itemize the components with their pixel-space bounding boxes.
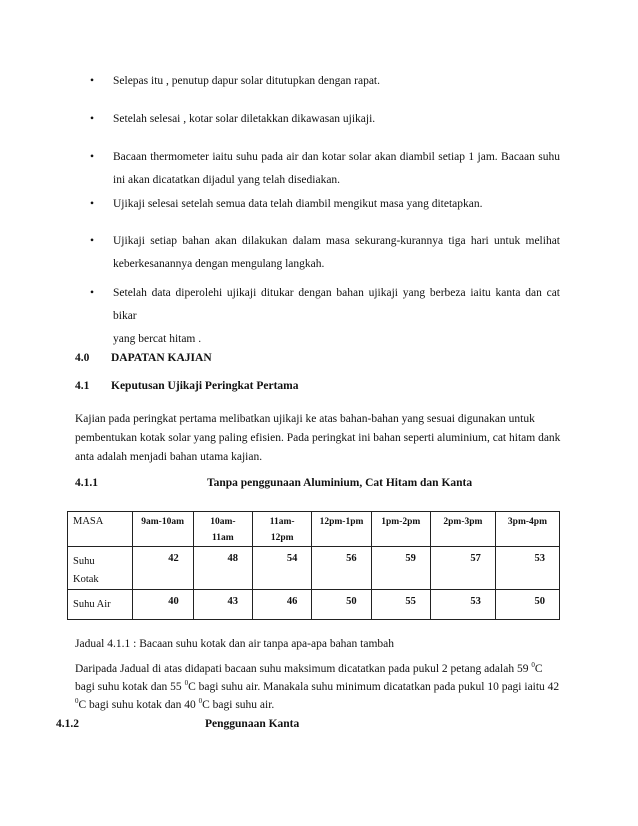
- bullet-dot-icon: •: [90, 198, 95, 210]
- header-text: 11am-: [269, 517, 295, 527]
- result-text: C bagi suhu air.: [202, 699, 275, 711]
- degree-mark: 0: [198, 697, 203, 705]
- header-text: MASA: [73, 516, 104, 527]
- header-text: 12pm: [270, 533, 294, 543]
- header-text: 3pm-4pm: [507, 517, 547, 527]
- degree-mark: 0: [184, 679, 189, 687]
- table-cell: 56: [312, 547, 371, 590]
- table-cell: 53: [430, 590, 495, 620]
- table-cell: 48: [193, 547, 252, 590]
- section-4-0-number: 4.0: [75, 352, 90, 364]
- bullet-dot-icon: •: [90, 151, 95, 163]
- table-cell: 43: [193, 590, 252, 620]
- table-header-cell: [68, 512, 133, 547]
- table-row: [68, 590, 560, 620]
- table-header-cell: [371, 512, 430, 547]
- bullet-dot-icon: •: [90, 287, 95, 299]
- bullet-text: [113, 282, 560, 351]
- bullet-line: Bacaan thermometer iaitu suhu pada air dan kotar solar akan diambil setiap 1 jam. Bacaan suhu: [113, 151, 560, 163]
- intro-line: pembentukan kotak solar yang paling efisien. Pada peringkat ini bahan seperti aluminium, cat hitam dank: [75, 432, 561, 444]
- table-cell: 59: [371, 547, 430, 590]
- table-row: [68, 547, 560, 590]
- header-text: 1pm-2pm: [381, 517, 421, 527]
- table-header-cell: [495, 512, 559, 547]
- intro-line: anta adalah menjadi bahan utama kajian.: [75, 451, 263, 463]
- bullet-dot-icon: •: [90, 113, 95, 125]
- table-cell: 40: [132, 590, 193, 620]
- header-text: 11am: [212, 533, 234, 543]
- table-cell: 57: [430, 547, 495, 590]
- section-4-1-1-number: 4.1.1: [75, 477, 98, 489]
- table-header-cell: [253, 512, 312, 547]
- section-4-1-2-number: 4.1.2: [56, 718, 79, 730]
- intro-line: Kajian pada peringkat pertama melibatkan ujikaji ke atas bahan-bahan yang sesuai digunakan untuk: [75, 413, 535, 425]
- degree-mark: 0: [531, 661, 535, 669]
- degree-mark: 0: [75, 697, 79, 705]
- section-4-1-number: 4.1: [75, 380, 90, 392]
- table-cell: 54: [253, 547, 312, 590]
- result-text: Daripada Jadual di atas didapati bacaan suhu maksimum dicatatkan pada pukul 2 petang adalah 59: [75, 663, 532, 675]
- result-text: C bagi suhu air. Manakala suhu minimum dicatatkan pada pukul 10 pagi iaitu 42: [188, 681, 560, 693]
- bullet-text: [113, 193, 560, 216]
- section-4-0-title: DAPATAN KAJIAN: [111, 352, 212, 364]
- bullet-line: keberkesanannya dengan mengulang langkah.: [113, 258, 325, 270]
- intro-paragraph: [75, 410, 575, 467]
- table-header-cell: [312, 512, 371, 547]
- table-caption: Jadual 4.1.1 : Bacaan suhu kotak dan air tanpa apa-apa bahan tambah: [75, 638, 395, 650]
- section-4-1-title: Keputusan Ujikaji Peringkat Pertama: [111, 380, 299, 392]
- table-cell: 55: [371, 590, 430, 620]
- bullet-line: Ujikaji selesai setelah semua data telah diambil mengikut masa yang ditetapkan.: [113, 198, 483, 210]
- row-label: [68, 590, 133, 620]
- result-text: bagi suhu kotak dan 55: [75, 681, 185, 693]
- result-text: C: [534, 663, 543, 675]
- bullet-text: [113, 230, 560, 276]
- section-4-1-1-title: Tanpa penggunaan Aluminium, Cat Hitam dan Kanta: [207, 477, 473, 489]
- table-header-cell: [430, 512, 495, 547]
- temperature-table: [67, 511, 560, 620]
- bullet-text: [113, 146, 560, 192]
- bullet-line: Setelah data diperolehi ujikaji ditukar dengan bahan ujikaji yang berbeza iaitu kanta dan cat bikar: [113, 287, 560, 322]
- row-label-text: Suhu: [73, 556, 95, 567]
- bullet-line: ini akan dicatatkan dijadul yang telah disediakan.: [113, 174, 341, 186]
- bullet-line: Setelah selesai , kotar solar diletakkan dikawasan ujikaji.: [113, 113, 376, 125]
- table-cell: 46: [253, 590, 312, 620]
- table-cell: 50: [495, 590, 559, 620]
- bullet-text: [113, 108, 560, 131]
- bullet-text: [113, 70, 560, 93]
- row-label: [68, 547, 133, 590]
- bullet-dot-icon: •: [90, 235, 95, 247]
- table-cell: 50: [312, 590, 371, 620]
- header-text: 10am-: [210, 517, 236, 527]
- header-text: 9am-10am: [141, 517, 184, 527]
- row-label-text: Suhu Air: [73, 599, 111, 610]
- result-text: C bagi suhu kotak dan 40: [78, 699, 199, 711]
- header-text: 2pm-3pm: [443, 517, 483, 527]
- row-label-text: Kotak: [73, 574, 99, 585]
- bullet-dot-icon: •: [90, 75, 95, 87]
- table-header-cell: [132, 512, 193, 547]
- table-cell: 53: [495, 547, 559, 590]
- header-text: 12pm-1pm: [319, 517, 364, 527]
- section-4-1-2-title: Penggunaan Kanta: [205, 718, 300, 730]
- bullet-line: yang bercat hitam .: [113, 333, 202, 345]
- bullet-line: Selepas itu , penutup dapur solar ditutupkan dengan rapat.: [113, 75, 380, 87]
- bullet-line: Ujikaji setiap bahan akan dilakukan dalam masa sekurang-kurannya tiga hari untuk melihat: [113, 235, 560, 247]
- table-header-cell: [193, 512, 252, 547]
- table-cell: 42: [132, 547, 193, 590]
- result-paragraph: [75, 660, 575, 714]
